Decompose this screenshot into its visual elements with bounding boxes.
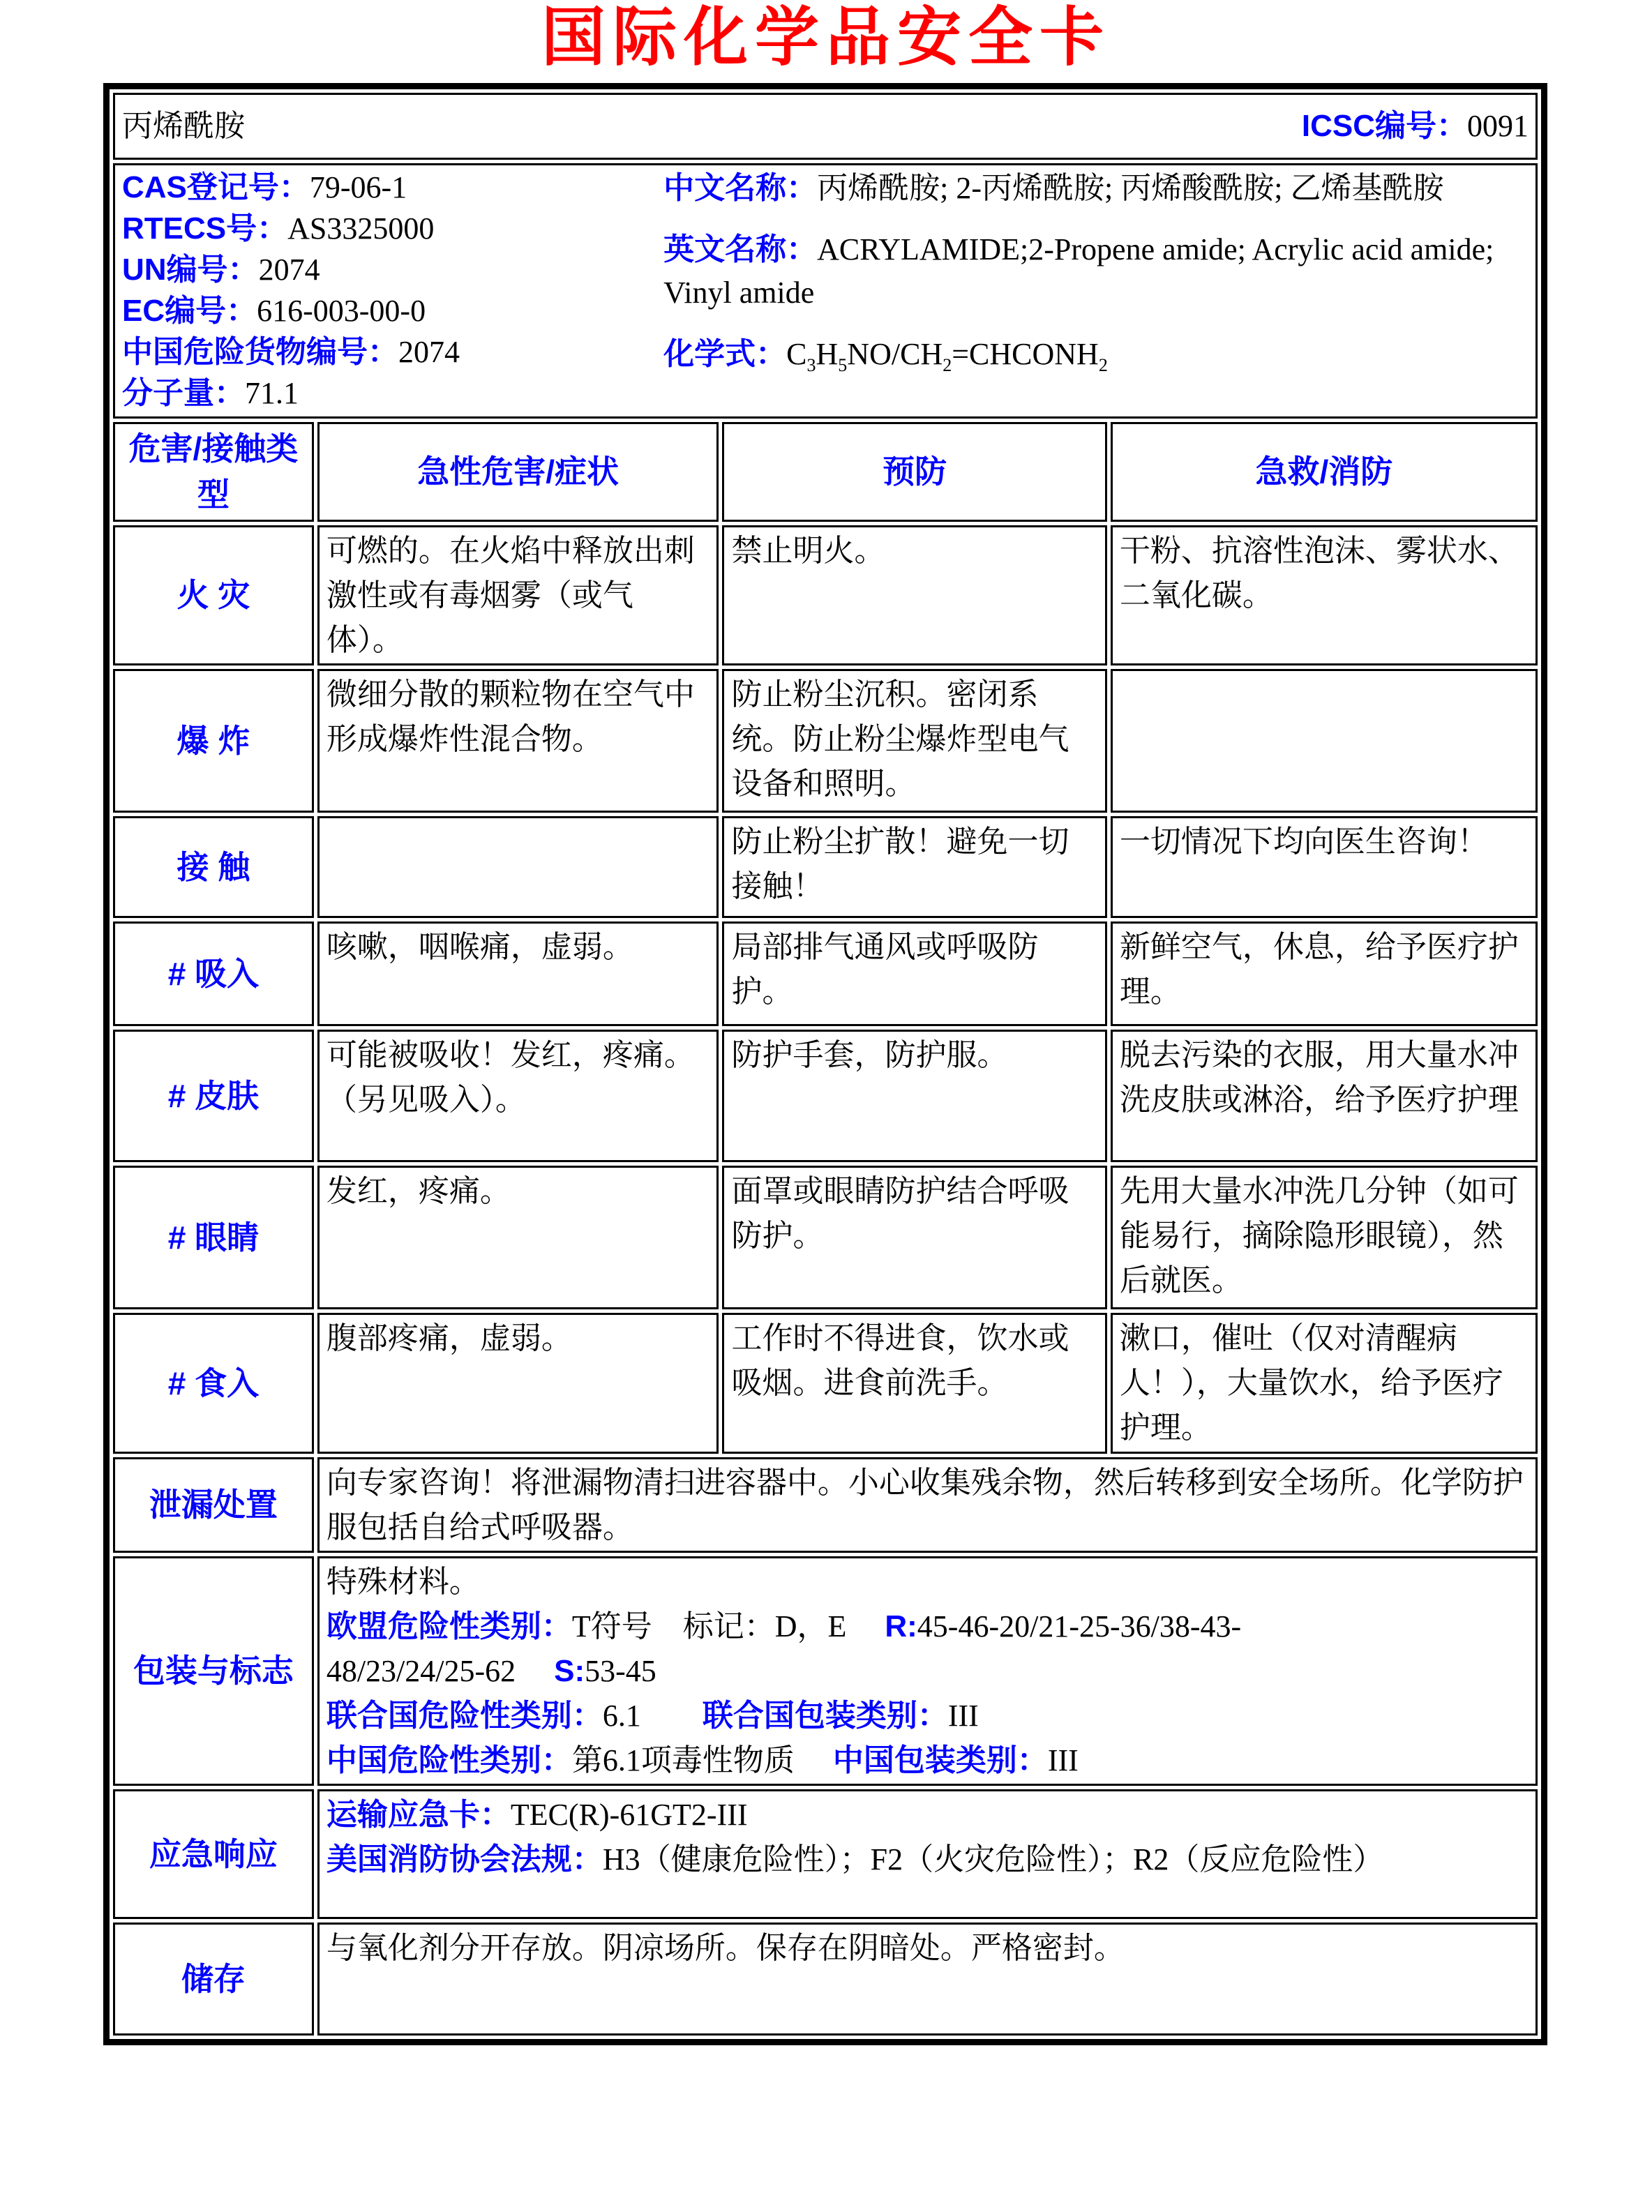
row-ingestion bbox=[113, 1313, 1538, 1453]
fire-response: 干粉、抗溶性泡沫、雾状水、二氧化碳。 bbox=[1111, 525, 1538, 665]
row-emergency-response bbox=[113, 1789, 1538, 1919]
emergency-label: 应急响应 bbox=[113, 1789, 314, 1919]
skin-symptoms: 可能被吸收！发红，疼痛。（另见吸入）。 bbox=[317, 1030, 719, 1162]
spill-content: 向专家咨询！将泄漏物清扫进容器中。小心收集残余物，然后转移到安全场所。化学防护服包括自给式呼吸器。 bbox=[317, 1457, 1538, 1553]
skin-prevention: 防护手套，防护服。 bbox=[722, 1030, 1106, 1162]
identity-row bbox=[113, 163, 1538, 419]
spill-label: 泄漏处置 bbox=[113, 1457, 314, 1553]
row-eyes bbox=[113, 1166, 1538, 1309]
inhalation-response: 新鲜空气，休息，给予医疗护理。 bbox=[1111, 921, 1538, 1026]
header-hazard-type: 危害/接触类型 bbox=[113, 422, 314, 522]
row-explosion bbox=[113, 669, 1538, 813]
fire-label: 火 灾 bbox=[113, 525, 314, 665]
icsc-number bbox=[1302, 104, 1529, 149]
contact-response: 一切情况下均向医生咨询！ bbox=[1111, 816, 1538, 918]
ingestion-response: 漱口，催吐（仅对清醒病人！），大量饮水，给予医疗护理。 bbox=[1111, 1313, 1538, 1453]
eyes-label: # 眼睛 bbox=[113, 1166, 314, 1309]
fire-prevention: 禁止明火。 bbox=[722, 525, 1106, 665]
chemical-name-row bbox=[113, 93, 1538, 160]
contact-label: 接 触 bbox=[113, 816, 314, 918]
ingestion-symptoms: 腹部疼痛，虚弱。 bbox=[317, 1313, 719, 1453]
registry-identifiers: CAS登记号：79-06-1 RTECS号：AS3325000 UN编号：2074 EC编号：616-003-00-0 中国危险货物编号：2074 分子量：71.1 bbox=[122, 170, 460, 410]
contact-symptoms bbox=[317, 816, 719, 918]
eyes-response: 先用大量水冲洗几分钟（如可能易行，摘除隐形眼镜），然后就医。 bbox=[1111, 1166, 1538, 1309]
ingestion-prevention: 工作时不得进食，饮水或吸烟。进食前洗手。 bbox=[722, 1313, 1106, 1453]
icsc-number-label: ICSC编号： bbox=[1301, 108, 1467, 143]
inhalation-prevention: 局部排气通风或呼吸防护。 bbox=[722, 921, 1106, 1026]
chemical-name: 丙烯酰胺 bbox=[122, 108, 245, 143]
icsc-card-table bbox=[103, 83, 1547, 2046]
eyes-prevention: 面罩或眼睛防护结合呼吸防护。 bbox=[722, 1166, 1106, 1309]
packaging-label: 包装与标志 bbox=[113, 1556, 314, 1786]
row-contact bbox=[113, 816, 1538, 918]
explosion-symptoms: 微细分散的颗粒物在空气中形成爆炸性混合物。 bbox=[317, 669, 719, 813]
row-fire bbox=[113, 525, 1538, 665]
contact-prevention: 防止粉尘扩散！避免一切接触！ bbox=[722, 816, 1106, 918]
chemical-names: 中文名称：丙烯酰胺; 2-丙烯酰胺; 丙烯酸酰胺; 乙烯基酰胺 英文名称：ACRYLAMIDE;2-Propene amide; Acrylic acid amide; Vinyl amide 化学式：$C_3H_5NO/CH_2=CHCONH_2$ bbox=[663, 170, 1494, 375]
emergency-content: 运输应急卡：TEC(R)-61GT2-III 美国消防协会法规：H3（健康危险性）；F2（火灾危险性）；R2（反应危险性） bbox=[317, 1789, 1538, 1919]
row-storage bbox=[113, 1923, 1538, 2036]
storage-label: 储存 bbox=[113, 1923, 314, 2036]
row-packaging-labelling bbox=[113, 1556, 1538, 1786]
header-symptoms: 急性危害/症状 bbox=[317, 422, 719, 522]
packaging-content: 特殊材料。 欧盟危险性类别：T符号 标记：D，E R:45-46-20/21-25-36/38-43- 48/23/24/25-62 S:53-45 联合国危险性类别：6.1 联合国包装类别：III 中国危险性类别：第6.1项毒性物质 中国包装类别：III bbox=[317, 1556, 1538, 1786]
ingestion-label: # 食入 bbox=[113, 1313, 314, 1453]
header-response: 急救/消防 bbox=[1111, 422, 1538, 522]
storage-content: 与氧化剂分开存放。阴凉场所。保存在阴暗处。严格密封。 bbox=[317, 1923, 1538, 2036]
skin-label: # 皮肤 bbox=[113, 1030, 314, 1162]
fire-symptoms: 可燃的。在火焰中释放出刺激性或有毒烟雾（或气体）。 bbox=[317, 525, 719, 665]
explosion-label: 爆 炸 bbox=[113, 669, 314, 813]
inhalation-label: # 吸入 bbox=[113, 921, 314, 1026]
row-spill-disposal bbox=[113, 1457, 1538, 1553]
inhalation-symptoms: 咳嗽，咽喉痛，虚弱。 bbox=[317, 921, 719, 1026]
explosion-response bbox=[1111, 669, 1538, 813]
eyes-symptoms: 发红，疼痛。 bbox=[317, 1166, 719, 1309]
icsc-number-value: 0091 bbox=[1467, 108, 1529, 143]
explosion-prevention: 防止粉尘沉积。密闭系统。防止粉尘爆炸型电气设备和照明。 bbox=[722, 669, 1106, 813]
row-inhalation bbox=[113, 921, 1538, 1026]
skin-response: 脱去污染的衣服，用大量水冲洗皮肤或淋浴，给予医疗护理 bbox=[1111, 1030, 1538, 1162]
row-skin bbox=[113, 1030, 1538, 1162]
header-prevention: 预防 bbox=[722, 422, 1106, 522]
page-title: 国际化学品安全卡 bbox=[541, 2, 1111, 73]
